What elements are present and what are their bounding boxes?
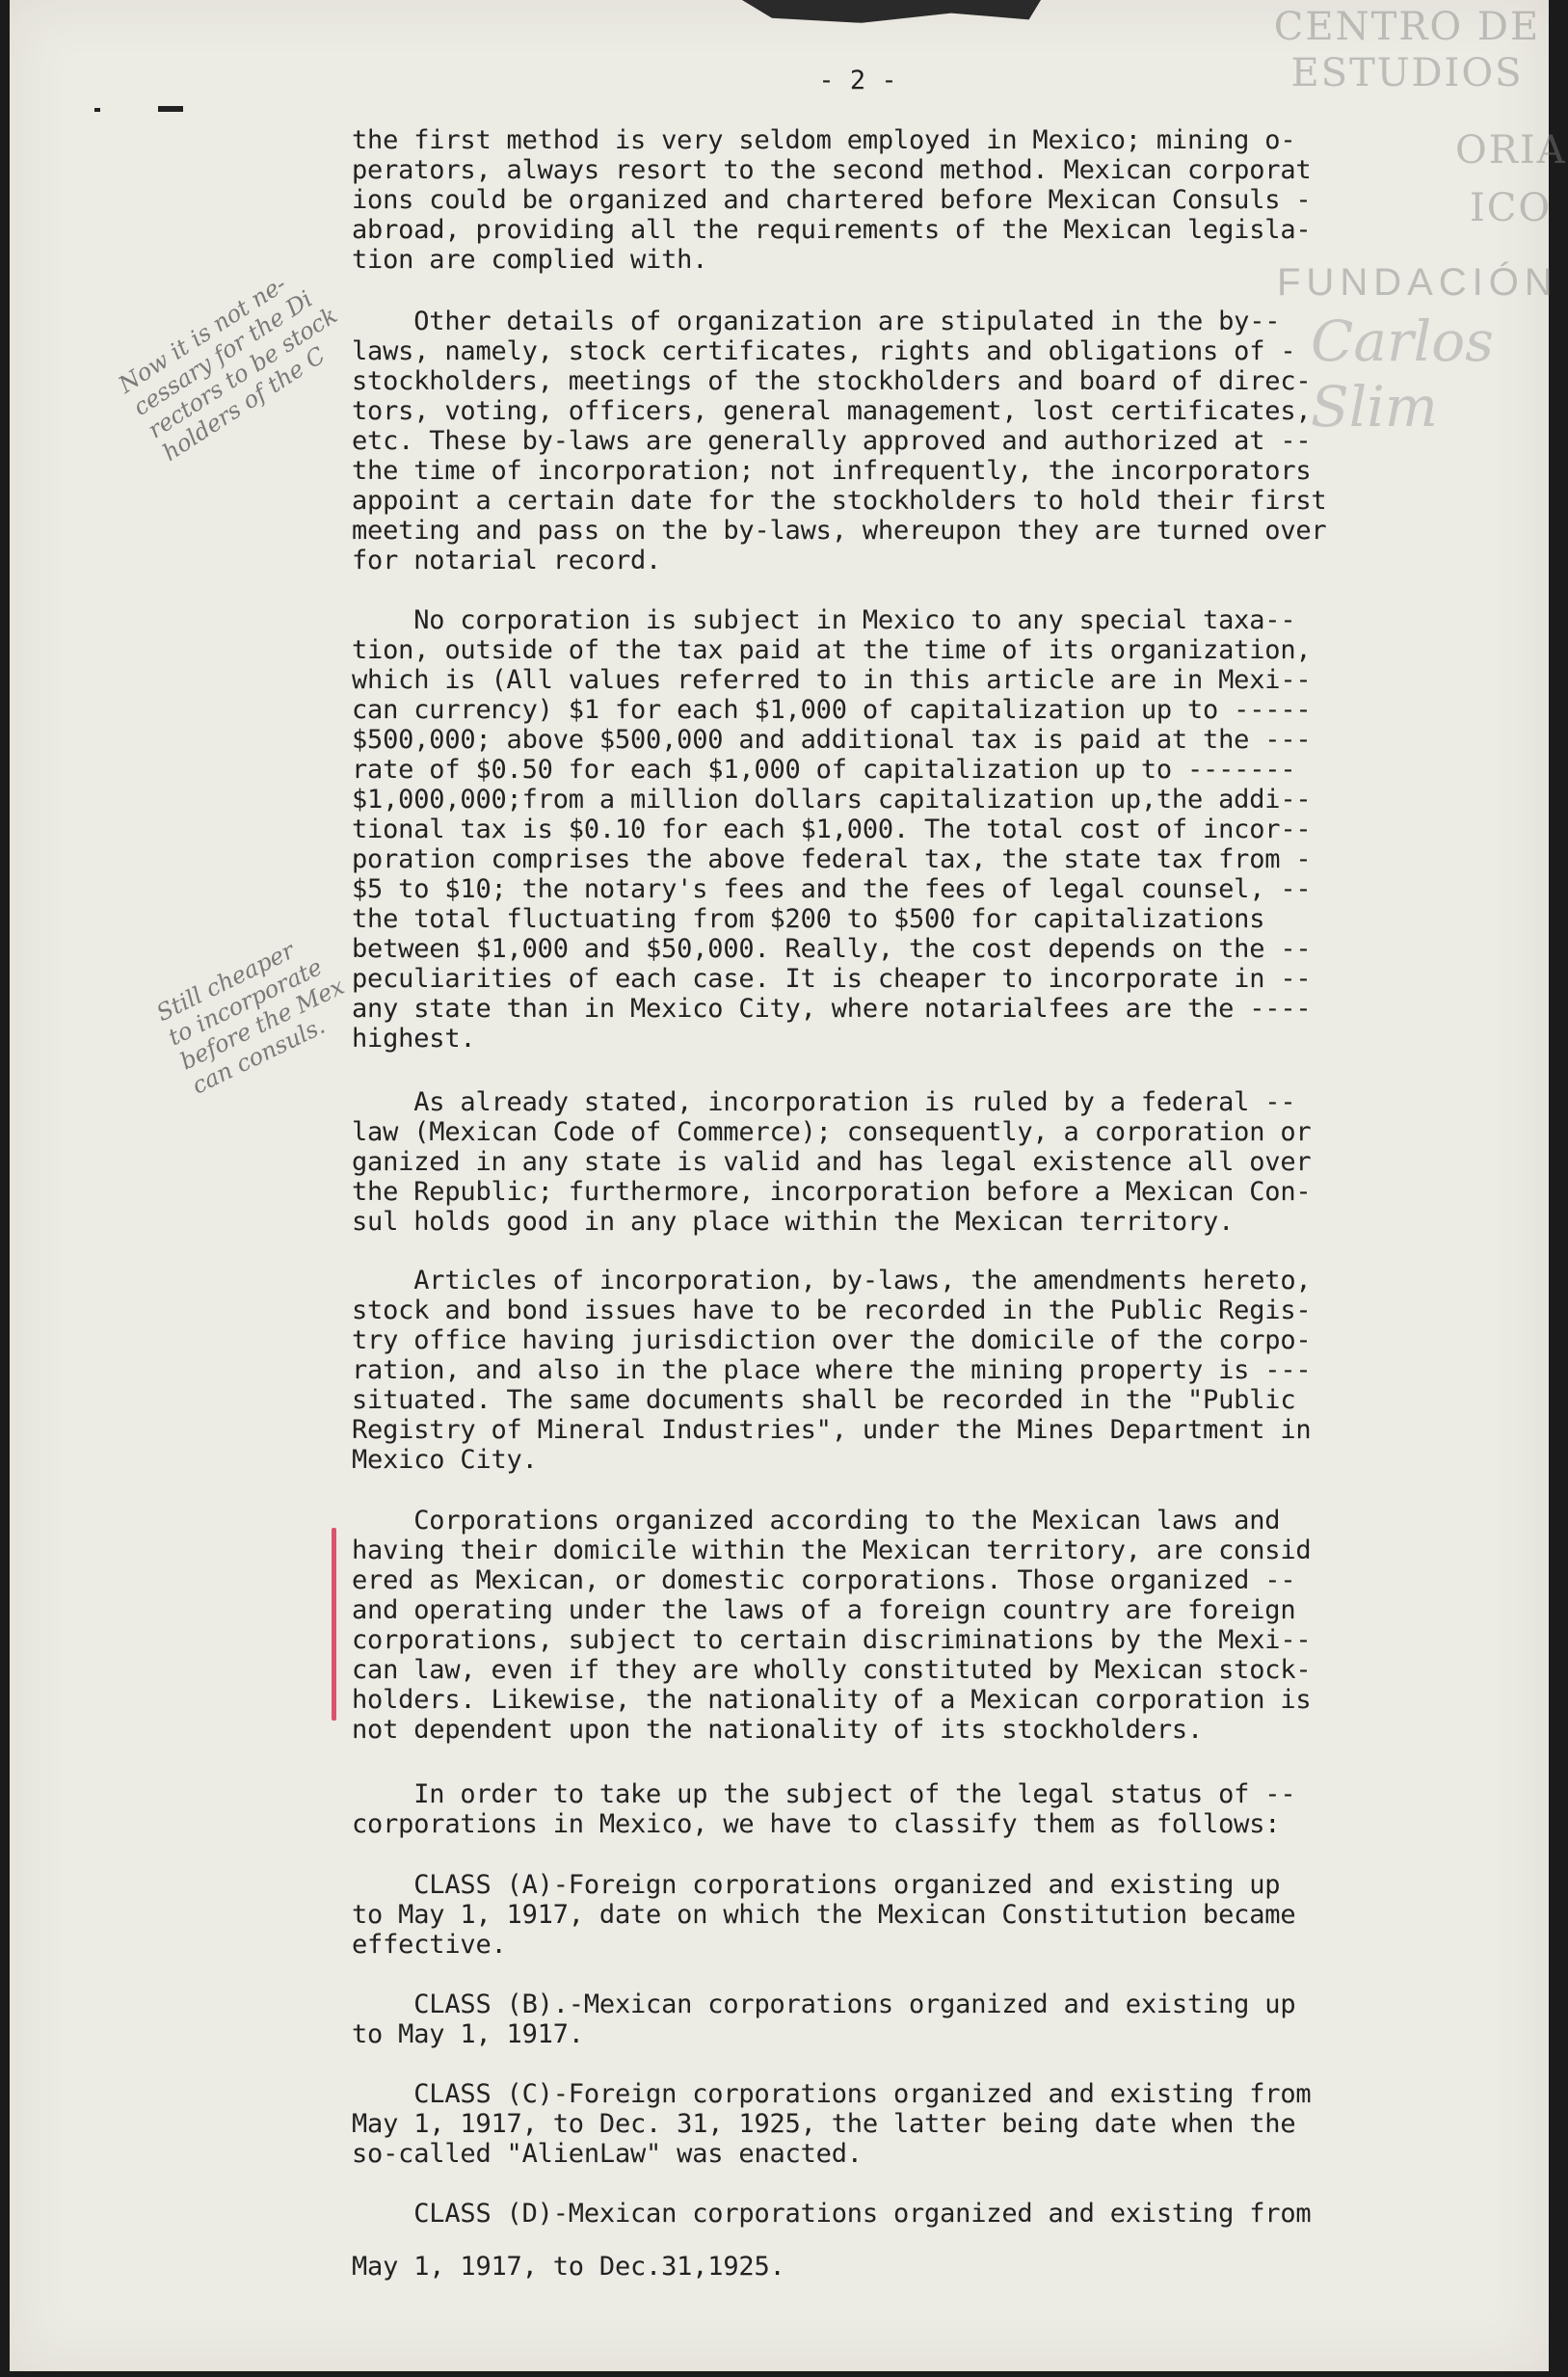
paragraph-6: Corporations organized according to the Mexican laws and having their domicile within the Mexican territory, are consid ered as Mexican, or domestic corporations. Those organized -- and operating under the laws of a foreign country are foreign corporations, subject to certain discriminations by the Mexi-- can law, even if they are wholly constituted by Mexican stock- holders. Likewise, the nationality of a Mexican corporation is not dependent upon the nationality of its stockholders. [352,1506,1312,1745]
class-c-paragraph: CLASS (C)-Foreign corporations organized and existing from May 1, 1917, to Dec. 31, 1925, the latter being date when the so-called "AlienLaw" was enacted. [352,2079,1312,2169]
paragraph-2: Other details of organization are stipulated in the by-- laws, namely, stock certificates, rights and obligations of - stockholders, meetings of the stockholders and board of direc- tors, voting, officers, general management, lost certificates, etc. These by-laws are generally approved and authorized at -- the time of incorporation; not infrequently, the incorporators appoint a certain date for the stockholders to hold their first meeting and pass on the by-laws, whereupon they are turned over for notarial record. [352,307,1327,575]
watermark-line-3: FUNDACIÓN [1277,261,1558,304]
red-margin-marker [332,1528,336,1721]
paragraph-4: As already stated, incorporation is ruled by a federal -- law (Mexican Code of Commerce); consequently, a corporation or ganized in any state is valid and has legal existence all over the Republic; furthermore, incorporation before a Mexican Con- sul holds good in any place within the Mexican territory. [352,1087,1312,1237]
handwritten-margin-note-1: Now it is not ne- cessary for the Di rectors to be stock holders of the C [114,270,342,467]
watermark-overlay-1: ORIA [1455,128,1567,173]
watermark-line-2: ESTUDIOS [1290,51,1524,95]
handwritten-margin-note-2: Still cheaper to incorporate before the Mex can consuls. [152,936,349,1100]
paragraph-3: No corporation is subject in Mexico to any special taxa-- tion, outside of the tax paid at the time of its organization, which is (All values referred to in this article are in Mexi-- can currency) $1 for each $1,000 of capitalization up to ----- $500,000; above $500,000 and additional tax is paid at the --- rate of $0.50 for each $1,000 of capitalization up to ------- $1,000,000;from a million dollars capitalization up,the addi-- tional tax is $0.10 for each $1,000. The total cost of incor-- poration comprises the above federal tax, the state tax from - $5 to $10; the notary's fees and the fees of legal counsel, -- the total fluctuating from $200 to $500 for capitalizations between $1,000 and $50,000. Really, the cost depends on the -- peculiarities of each case. It is cheaper to incorporate in -- any state than in Mexico City, where notarialfees are the ---- highest. [352,605,1312,1054]
watermark-line-1: CENTRO DE [1273,5,1541,49]
archive-watermark [1262,4,1567,304]
paragraph-7: In order to take up the subject of the legal status of -- corporations in Mexico, we have to classify them as follows: [352,1779,1296,1839]
page-number: - 2 - [818,66,897,95]
torn-edge [742,0,1041,33]
class-d-paragraph: CLASS (D)-Mexican corporations organized and existing from [352,2199,1312,2229]
watermark-overlay-2: ICO [1470,186,1553,230]
paragraph-1: the first method is very seldom employed in Mexico; mining o- perators, always resort to the second method. Mexican corporat ions could be organized and chartered before Mexican Consuls - abroad, providing all the requirements of the Mexican legisla- tion are complied with. [352,125,1312,275]
class-a-paragraph: CLASS (A)-Foreign corporations organized and existing up to May 1, 1917, date on which the Mexican Constitution became effective. [352,1870,1296,1960]
ink-mark [94,104,186,116]
document-page [10,0,1567,2371]
paragraph-5: Articles of incorporation, by-laws, the amendments hereto, stock and bond issues have to be recorded in the Public Regis- try office having jurisdiction over the domicile of the corpo- ration, and also in the place where the mining property is --- situated. The same documents shall be recorded in the "Public Registry of Mineral Industries", under the Mines Department in Mexico City. [352,1266,1312,1475]
watermark-signature: Carlos Slim [1311,308,1494,440]
class-d-continuation: May 1, 1917, to Dec.31,1925. [352,2252,785,2282]
class-b-paragraph: CLASS (B).-Mexican corporations organized and existing up to May 1, 1917. [352,1990,1296,2049]
